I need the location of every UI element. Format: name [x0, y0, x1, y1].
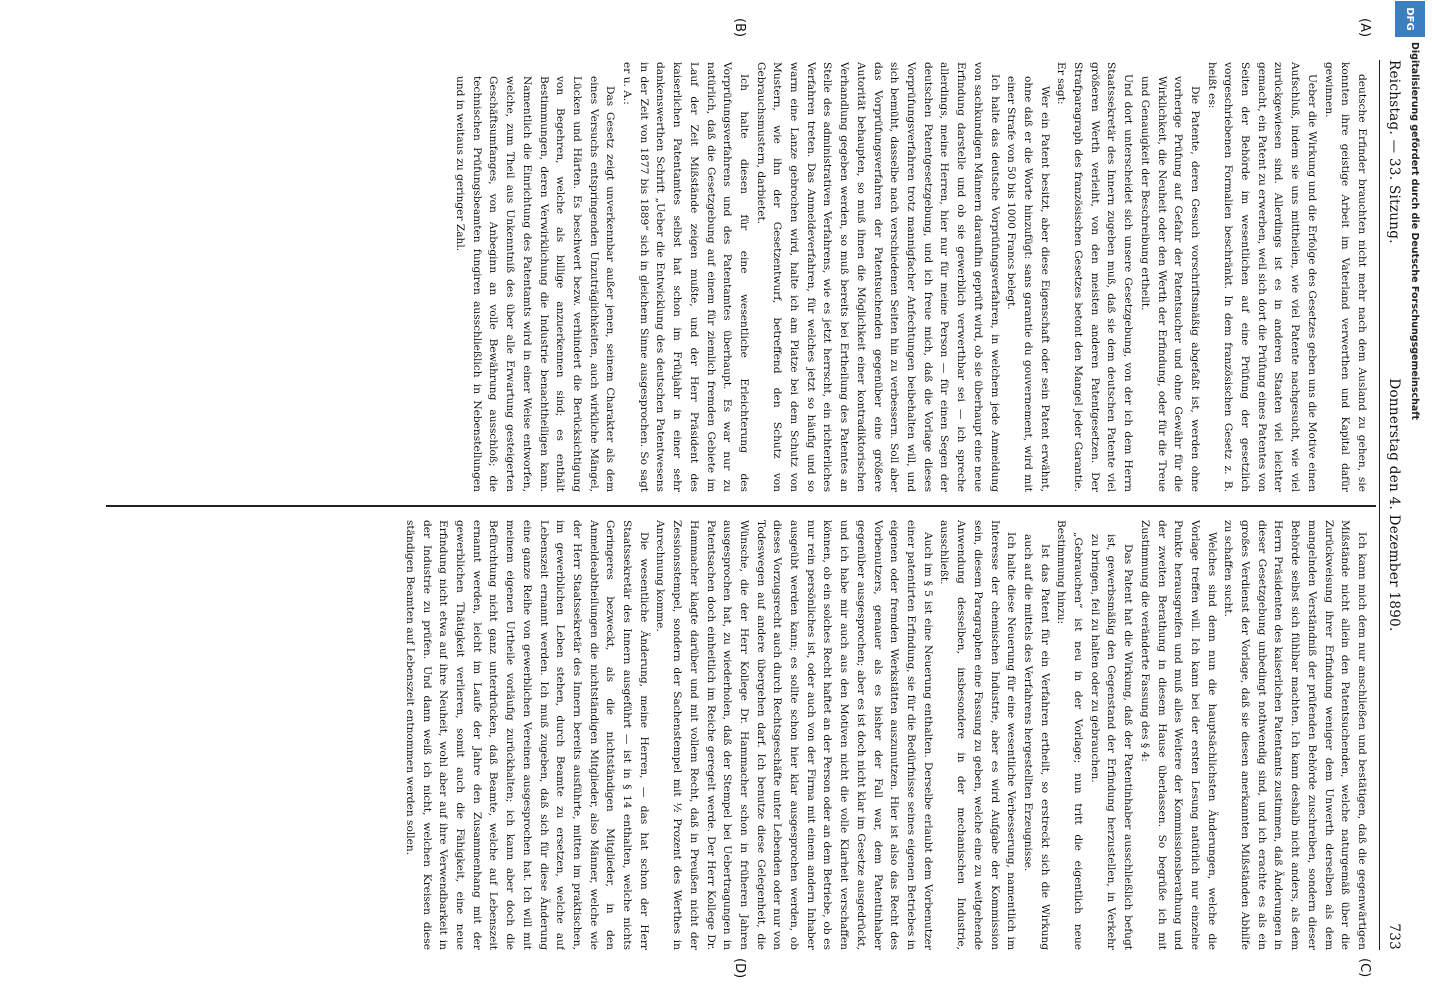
quote-paragraph: Wer ein Patent besitzt, aber diese Eigenschaft oder sein Patent erwähnt, ohne daß er die Worte hinzufügt: sans garantie du gouvernement, wird mit einer Strafe von 50 bis 1000 Francs belegt.: [1005, 76, 1051, 492]
paragraph: deutsche Erfinder brauchten nicht mehr nach dem Ausland zu gehen, sie konnten ihre geistige Arbeit im Vaterland verwerthen und Kapital dafür gewinnen.: [1322, 62, 1368, 492]
margin-mark-a: (A): [1357, 18, 1372, 38]
margin-mark-b: (B): [732, 18, 747, 38]
digitization-credit: Digitalisierung gefördert durch die Deutsche Forschungsgemeinschaft: [1409, 42, 1420, 420]
paragraph: „Gebrauchen“ ist neu in der Vorlage; nun tritt die eigentlich neue Bestimmung hinzu:: [1055, 520, 1085, 950]
quote-paragraph: Ist das Patent für ein Verfahren ertheilt, so erstreckt sich die Wirkung auch auf die mittels des Verfahrens hergestellten Erzeugnisse.: [1021, 534, 1051, 950]
paragraph: Welches sind denn nun die hauptsächlichsten Änderungen, welche die Vorlage treffen will. Ich kann bei der ersten Lesung natürlich nur einzelne Punkte herausgreifen und muß alles Weitere der Kommissionsberathung und der zweiten Berathung in diesem Hause überlassen. So begrüße ich mit Zustimmung die veränderte Fassung des § 4:: [1138, 520, 1218, 950]
column-divider: [106, 505, 1376, 507]
paragraph: Ich halte diesen für eine wesentliche Erleichterung des Vorprüfungsverfahrens und des Patentamtes überhaupt. Es war nur zu natürlich, daß die Gesetzgebung auf einem für ziemlich fremden Gebiete im Lauf der Zeit Mißstände zeigen mußte, und der Herr Präsident des kaiserlichen Patentamtes selbst hat schon im Frühjahr in einer sehr dankenswerthen Schrift „Ueber die Entwicklung des deutschen Patentwesens in der Zeit von 1877 bis 1889“ sich in gleichem Sinne ausgesprochen. So sagt er u. A.:: [621, 62, 750, 492]
paragraph: Und dort unterscheidet sich unsere Gesetzgebung, von der ich dem Herrn Staatssekretär des Innern zugeben muß, daß sie dem deutschen Patente viel größeren Werth verleiht, von den meisten anderen Patentgesetzen. Der Strafparagraph des französischen Gesetzes betont den Mangel jeder Garantie. Er sagt:: [1055, 62, 1135, 492]
paragraph: Auch im § 5 ist eine Neuerung enthalten. Derselbe erlaubt dem Vorbenutzer einer patentirten Erfindung, sie für die Bedürfnisse seines eigenen Betriebes in eigenen oder fremden Werkstätten auszunutzen. Hier ist also das Recht des Vorbenutzers, genauer als es bisher der Fall war, dem Patentinhaber gegenüber ausgesprochen; aber es ist doch nicht klar im Gesetze ausgedrückt, und ich habe mir auch aus den Motiven nicht die volle Klarheit verschaffen können, ob ein solches Recht haftet an der Person oder an dem Betriebe, ob es nur rein persönliches ist, oder auch von der Firma mit einem andern Inhaber ausgeübt werden kann; es sollte schon hier klar ausgesprochen werden, ob dieses Vorzugsrecht auch durch Rechtsgeschäfte unter Lebenden oder nur von Todeswegen auf andere übergehen darf. Ich benutze diese Gelegenheit, die Wünsche, die der Herr Kollege Dr. Hammacher schon in früheren Jahren ausgesprochen hat, zu wiederholen, daß der Stempel bei Uebertragungen in Patentsachen doch einheitlich im Reiche geregelt werde. Der Herr Kollege Dr. Hammacher klagte darüber und mit vollem Recht, daß in Preußen nicht der Zessionsstempel, sondern der Sachenstempel mit ½ Prozent des Werthes in Anrechnung komme.: [654, 520, 934, 950]
header-rule: [1379, 60, 1380, 950]
paragraph: Ich kann mich dem nur anschließen und bestätigen, daß die gegenwärtigen Mißstände nicht allein den Patentsuchenden, welche naturgemäß über die Zurückweisung ihrer Erfindung weniger dem Unwerth derselben als dem mangelnden Verständniß der prüfenden Behörde zuschreiben, sondern dieser Behörde selbst sich fühlbar machten. Ich kann deshalb nicht anders, als dem Herrn Präsidenten des kaiserlichen Patentamts zustimmen, daß Änderungen in dieser Gesetzgebung unbedingt nothwendig sind, und ich erachte es als ein großes Verdienst der Vorlage, daß sie diesen anerkannten Mißständen Abhilfe zu schaffen sucht.: [1222, 520, 1368, 950]
margin-mark-d: (D): [732, 958, 747, 979]
quote-paragraph: Das Gesetz zeigt unverkennbar außer jenen, seinem Charakter als dem eines Versuchs entspringenden Unzuträglichkeiten, auch wirkliche Mängel, Lücken und Härten. Es beschwert bezw. verhindert die Berücksichtigung von Begehren, welche als billige anzuerkennen sind; es enthält Bestimmungen, deren Verwirklichung die Industrie benachtheiligen kann. Namentlich die Einrichtung des Patentamts wird in einer Weise entworfen, welche, zum Theil aus Unkenntniß des über alle Erwartung gesteigerten Geschäftsumfanges, von Anbeginn an volle Bewährung ausschloß; die technischen Prüfungsbeamten fungiren ausschließlich in Nebenstellungen und in weitaus zu geringer Zahl.: [454, 76, 617, 492]
quote-paragraph: Das Patent hat die Wirkung, daß der Patentinhaber ausschließlich befugt ist, gewerbsmäßig den Gegenstand der Erfindung herzustellen, in Verkehr zu bringen, feil zu halten oder zu gebrauchen.: [1088, 534, 1135, 950]
left-column: [110, 62, 1370, 492]
paragraph: Ich halte diese Neuerung für eine wesentliche Verbesserung, namentlich im Interesse der chemischen Industrie, aber es wird Aufgabe der Kommission sein, diesem Paragraphen eine Fassung zu geben, welche eine zu weitgehende Anwendung desselben, insbesondere in der mechanischen Industrie, ausschließt.: [938, 520, 1018, 950]
paragraph: Die wesentliche Änderung, meine Herren, — das hat schon der Herr Staatssekretär des Innern ausgeführt — ist in § 14 enthalten, welche nichts Geringeres bezweckt, als die nichtständigen Mitglieder, in den Anmeldeabtheilungen die nichtständigen Mitglieder, also Männer, welche wie der Herr Staatssekretär des Innern bereits ausführte, mitten im praktischen, im gewerblichen Leben stehen, durch Beamte zu ersetzen, welche auf Lebenszeit ernannt werden. Ich muß zugeben, daß sich für diese Änderung eine ganze Reihe von gewerblichen Vereinen ausgesprochen hat. Ich will mit meinem eigenen Urtheile vorläufig zurückhalten; ich kann aber doch die Befürchtung nicht ganz unterdrücken, daß Beamte, welche auf Lebenszeit ernannt werden, leicht im Laufe der Jahre den Zusammenhang mit der gewerblichen Thätigkeit verlieren, somit auch die Fähigkeit, eine neue Erfindung nicht etwa auf ihre Neuheit, wohl aber auf ihre Verwendbarkeit in der Industrie zu prüfen. Und dann weiß ich nicht, welchen Kreisen diese ständigen Beamten auf Lebenszeit entnommen werden sollen.: [403, 520, 650, 950]
paragraph: Ich halte das deutsche Vorprüfungsverfahren, in welchem jede Anmeldung von sachkundigen Männern daraufhin geprüft wird, ob sie überhaupt eine neue Erfindung darstelle und ob sie gewerblich verwerthbar sei — ich spreche allerdings, meine Herren, hier nur für meine Person — für einen Segen der deutschen Patentgesetzgebung, und ich freue mich, daß die Vorlage dieses Vorprüfungsverfahren trotz mannigfacher Anfechtungen beibehalten will, und sich bemüht, dasselbe nach verschiedenen Seiten hin zu verbessern. Soll aber das Vorprüfungsverfahren der Patentsuchenden gegenüber eine größere Autorität behaupten, so muß ihnen die Möglichkeit einer kontradiktorischen Verhandlung gegeben werden, so muß bereits bei Ertheilung des Patentes an Stelle des administrativen Verfahrens, wie es jetzt herrscht, ein richterliches Verfahren treten. Das Anmeldeverfahren, für welches jetzt so häufig und so warm eine Lanze gebrochen wird, halte ich am Platze bei dem Schutz von Mustern, wie ihn der Gesetzentwurf, betreffend den Schutz von Gebrauchsmustern, darbietet.: [754, 62, 1001, 492]
quote-paragraph: Die Patente, deren Gesuch vorschriftsmäßig abgefaßt ist, werden ohne vorherige Prüfung auf Gefahr der Patentsucher und ohne Gewähr für die Wirklichkeit, die Neuheit oder den Werth der Erfindung, oder für die Treue und Genauigkeit der Beschreibung ertheilt.: [1138, 76, 1201, 492]
paragraph: Ueber die Wirkung und die Erfolge des Gesetzes geben uns die Motive einen Aufschluß, indem sie uns mittheilen, wie viel Patente nachgesucht, wie viel zurückgewiesen sind. Allerdings ist es in anderen Staaten viel leichter gemacht, ein Patent zu erwerben, weil sich dort die Prüfung eines Patentes von Seiten der Behörde im wesentlichen auf eine Prüfung der gesetzlich vorgeschriebenen Formalien beschränkt. In dem französischen Gesetz z. B. heißt es:: [1205, 62, 1318, 492]
header-date: Donnerstag den 4. Dezember 1890.: [1386, 378, 1402, 632]
page-number: 733: [1386, 923, 1402, 950]
page-header: [1382, 60, 1408, 950]
header-session: Reichstag. — 33. Sitzung.: [1386, 60, 1402, 244]
right-column: [110, 520, 1370, 950]
margin-mark-c: (C): [1357, 958, 1372, 978]
dfg-logo: DFG: [1395, 1, 1425, 37]
